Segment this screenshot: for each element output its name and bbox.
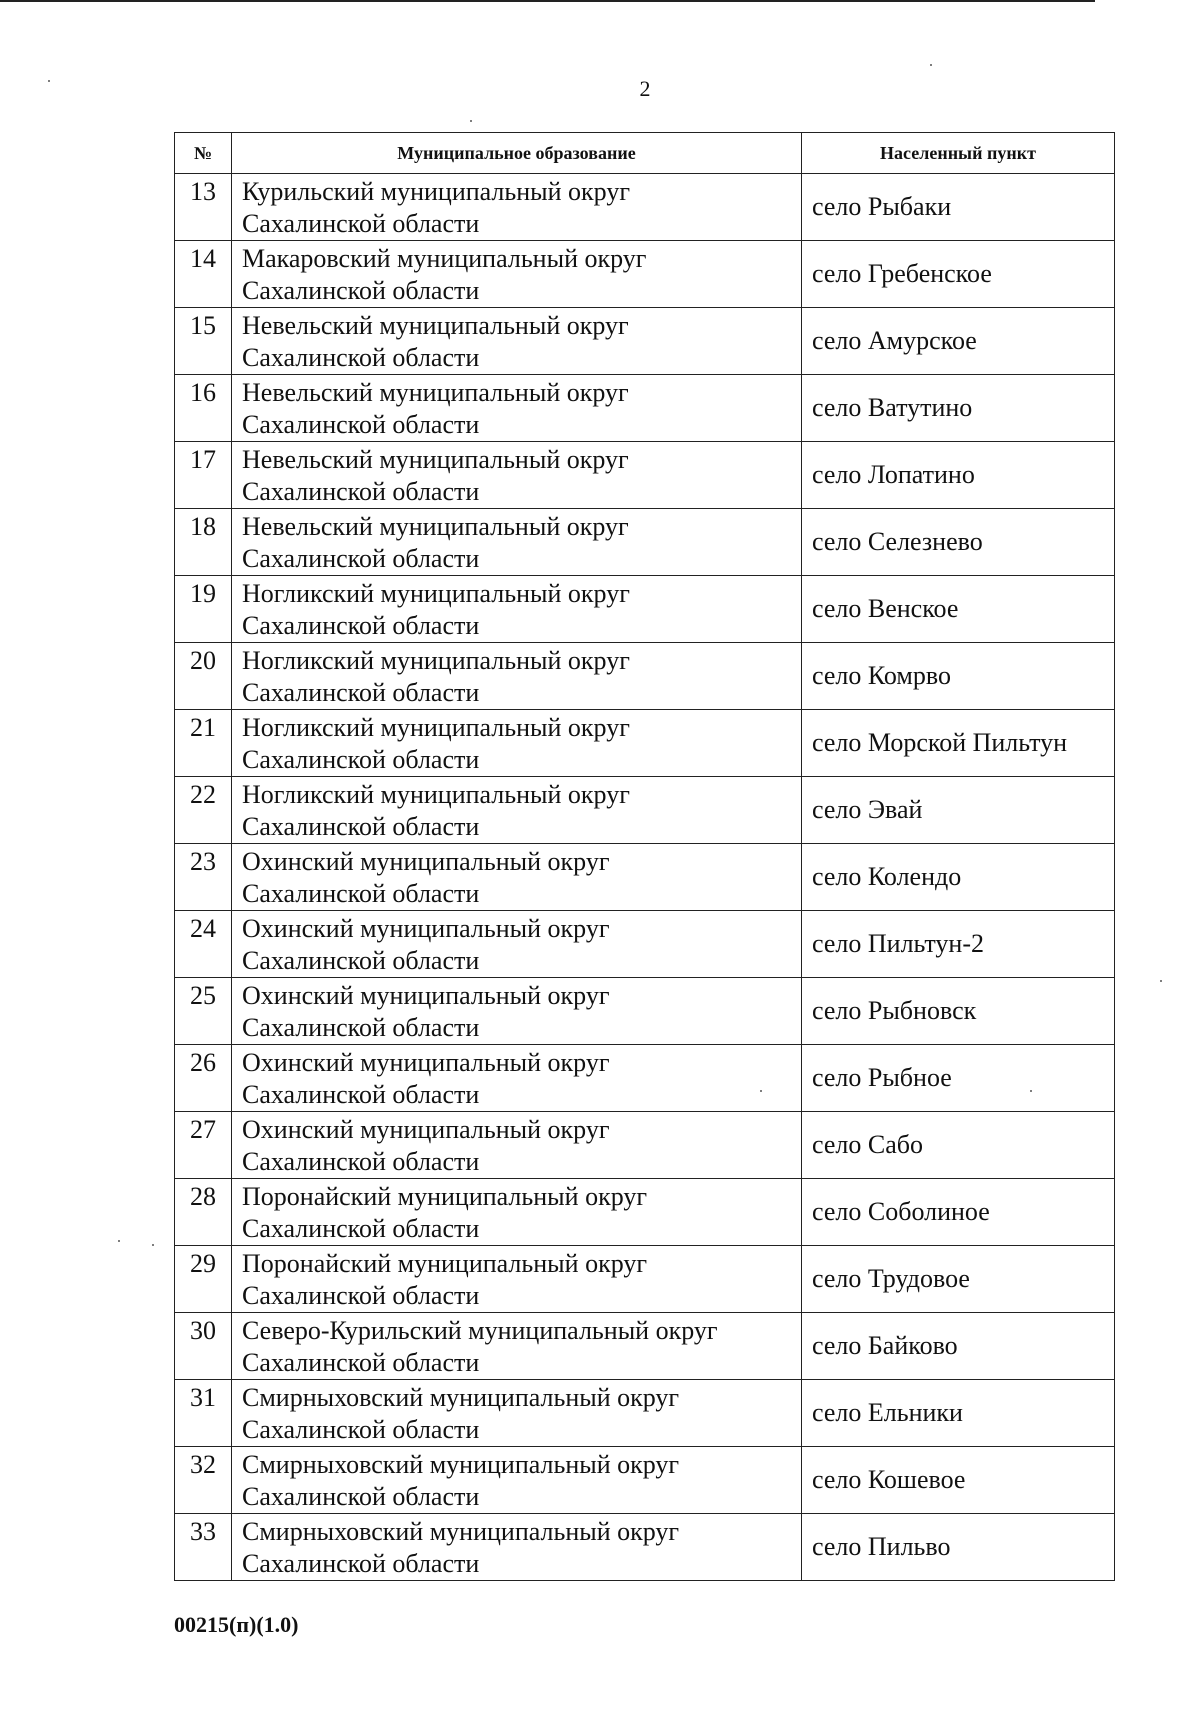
row-number: 26 — [175, 1045, 232, 1112]
row-number: 14 — [175, 241, 232, 308]
header-municipality: Муниципальное образование — [232, 133, 802, 174]
table-row — [175, 174, 1115, 241]
table-body — [175, 174, 1115, 1581]
municipality-region: Сахалинской области — [242, 1348, 480, 1377]
settlement-cell: село Соболиное — [802, 1179, 1115, 1246]
header-number: № — [175, 133, 232, 174]
municipality-name: Охинский муниципальный округ — [242, 981, 610, 1010]
table-row — [175, 1380, 1115, 1447]
settlement-cell: село Амурское — [802, 308, 1115, 375]
settlement-cell: село Байково — [802, 1313, 1115, 1380]
municipality-name: Поронайский муниципальный округ — [242, 1249, 648, 1278]
settlement-cell: село Сабо — [802, 1112, 1115, 1179]
municipality-name: Охинский муниципальный округ — [242, 1115, 610, 1144]
scan-speck — [470, 120, 472, 122]
settlement-cell: село Рыбное — [802, 1045, 1115, 1112]
settlement-cell: село Колендо — [802, 844, 1115, 911]
table-row — [175, 509, 1115, 576]
settlement-cell: село Ватутино — [802, 375, 1115, 442]
municipality-region: Сахалинской области — [242, 343, 480, 372]
municipality-cell — [232, 375, 802, 442]
settlement-cell: село Пильво — [802, 1514, 1115, 1581]
municipality-region: Сахалинской области — [242, 611, 480, 640]
scan-top-edge — [0, 0, 1095, 2]
municipality-cell — [232, 1179, 802, 1246]
municipality-name: Макаровский муниципальный округ — [242, 244, 647, 273]
municipality-name: Курильский муниципальный округ — [242, 177, 631, 206]
municipality-name: Северо-Курильский муниципальный округ — [242, 1316, 718, 1345]
municipality-name: Невельский муниципальный округ — [242, 445, 629, 474]
document-code: 00215(п)(1.0) — [174, 1612, 299, 1637]
settlement-cell: село Венское — [802, 576, 1115, 643]
municipality-name: Охинский муниципальный округ — [242, 914, 610, 943]
row-number: 15 — [175, 308, 232, 375]
page-number: 2 — [639, 76, 651, 101]
municipality-region: Сахалинской области — [242, 879, 480, 908]
municipality-region: Сахалинской области — [242, 745, 480, 774]
row-number: 16 — [175, 375, 232, 442]
municipality-region: Сахалинской области — [242, 209, 480, 238]
table-row — [175, 576, 1115, 643]
settlement-cell: село Эвай — [802, 777, 1115, 844]
row-number: 25 — [175, 978, 232, 1045]
municipality-region: Сахалинской области — [242, 1281, 480, 1310]
row-number: 24 — [175, 911, 232, 978]
table-header-row — [175, 133, 1115, 174]
municipality-region: Сахалинской области — [242, 1549, 480, 1578]
table-row — [175, 777, 1115, 844]
table-row — [175, 1514, 1115, 1581]
municipality-name: Смирныховский муниципальный округ — [242, 1383, 680, 1412]
municipality-cell — [232, 911, 802, 978]
municipality-cell — [232, 1246, 802, 1313]
table-row — [175, 442, 1115, 509]
header-settlement: Населенный пункт — [802, 133, 1115, 174]
municipality-cell — [232, 777, 802, 844]
municipality-region: Сахалинской области — [242, 477, 480, 506]
municipality-cell — [232, 576, 802, 643]
municipality-region: Сахалинской области — [242, 812, 480, 841]
table-row — [175, 643, 1115, 710]
municipality-region: Сахалинской области — [242, 946, 480, 975]
settlement-cell: село Пильтун-2 — [802, 911, 1115, 978]
row-number: 22 — [175, 777, 232, 844]
settlement-cell: село Селезнево — [802, 509, 1115, 576]
scan-speck — [760, 1090, 762, 1092]
municipality-name: Поронайский муниципальный округ — [242, 1182, 648, 1211]
settlements-table — [174, 132, 1115, 1581]
municipality-name: Невельский муниципальный округ — [242, 378, 629, 407]
row-number: 20 — [175, 643, 232, 710]
scan-speck — [152, 1244, 154, 1246]
settlement-cell: село Рыбаки — [802, 174, 1115, 241]
scan-speck — [930, 64, 932, 66]
municipality-cell — [232, 844, 802, 911]
municipality-cell — [232, 1313, 802, 1380]
row-number: 19 — [175, 576, 232, 643]
table-row — [175, 241, 1115, 308]
settlement-cell: село Гребенское — [802, 241, 1115, 308]
table-row — [175, 1179, 1115, 1246]
table-row — [175, 1447, 1115, 1514]
table-row — [175, 375, 1115, 442]
settlement-cell: село Рыбновск — [802, 978, 1115, 1045]
table-row — [175, 1246, 1115, 1313]
row-number: 18 — [175, 509, 232, 576]
row-number: 21 — [175, 710, 232, 777]
row-number: 17 — [175, 442, 232, 509]
municipality-region: Сахалинской области — [242, 1482, 480, 1511]
municipality-region: Сахалинской области — [242, 1013, 480, 1042]
municipality-region: Сахалинской области — [242, 544, 480, 573]
municipality-name: Охинский муниципальный округ — [242, 847, 610, 876]
municipality-region: Сахалинской области — [242, 1214, 480, 1243]
row-number: 31 — [175, 1380, 232, 1447]
settlement-cell: село Трудовое — [802, 1246, 1115, 1313]
table-row — [175, 1045, 1115, 1112]
settlement-cell: село Лопатино — [802, 442, 1115, 509]
municipality-name: Смирныховский муниципальный округ — [242, 1450, 680, 1479]
table-row — [175, 911, 1115, 978]
municipality-name: Смирныховский муниципальный округ — [242, 1517, 680, 1546]
scan-speck — [48, 80, 50, 82]
settlement-cell: село Морской Пильтун — [802, 710, 1115, 777]
settlement-cell: село Кошевое — [802, 1447, 1115, 1514]
municipality-cell — [232, 1045, 802, 1112]
municipality-cell — [232, 978, 802, 1045]
scan-speck — [118, 1240, 120, 1242]
municipality-name: Охинский муниципальный округ — [242, 1048, 610, 1077]
municipality-name: Ногликский муниципальный округ — [242, 780, 630, 809]
settlement-cell: село Ельники — [802, 1380, 1115, 1447]
municipality-cell — [232, 174, 802, 241]
municipality-cell — [232, 1112, 802, 1179]
scan-speck — [1030, 1090, 1032, 1092]
municipality-cell — [232, 241, 802, 308]
municipality-region: Сахалинской области — [242, 1147, 480, 1176]
municipality-name: Невельский муниципальный округ — [242, 512, 629, 541]
municipality-cell — [232, 1514, 802, 1581]
municipality-cell — [232, 710, 802, 777]
table-row — [175, 308, 1115, 375]
table-row — [175, 710, 1115, 777]
municipality-region: Сахалинской области — [242, 678, 480, 707]
row-number: 23 — [175, 844, 232, 911]
settlement-cell: село Комрво — [802, 643, 1115, 710]
table-row — [175, 978, 1115, 1045]
table-row — [175, 1313, 1115, 1380]
row-number: 28 — [175, 1179, 232, 1246]
table-row — [175, 844, 1115, 911]
municipality-cell — [232, 442, 802, 509]
row-number: 32 — [175, 1447, 232, 1514]
row-number: 29 — [175, 1246, 232, 1313]
row-number: 13 — [175, 174, 232, 241]
municipality-region: Сахалинской области — [242, 1415, 480, 1444]
municipality-region: Сахалинской области — [242, 1080, 480, 1109]
municipality-cell — [232, 1380, 802, 1447]
table-row — [175, 1112, 1115, 1179]
scan-speck — [1160, 980, 1162, 982]
municipality-name: Ногликский муниципальный округ — [242, 713, 630, 742]
municipality-cell — [232, 308, 802, 375]
municipality-name: Ногликский муниципальный округ — [242, 646, 630, 675]
municipality-name: Невельский муниципальный округ — [242, 311, 629, 340]
municipality-region: Сахалинской области — [242, 410, 480, 439]
municipality-cell — [232, 1447, 802, 1514]
row-number: 30 — [175, 1313, 232, 1380]
municipality-region: Сахалинской области — [242, 276, 480, 305]
row-number: 33 — [175, 1514, 232, 1581]
row-number: 27 — [175, 1112, 232, 1179]
municipality-cell — [232, 509, 802, 576]
municipality-cell — [232, 643, 802, 710]
municipality-name: Ногликский муниципальный округ — [242, 579, 630, 608]
